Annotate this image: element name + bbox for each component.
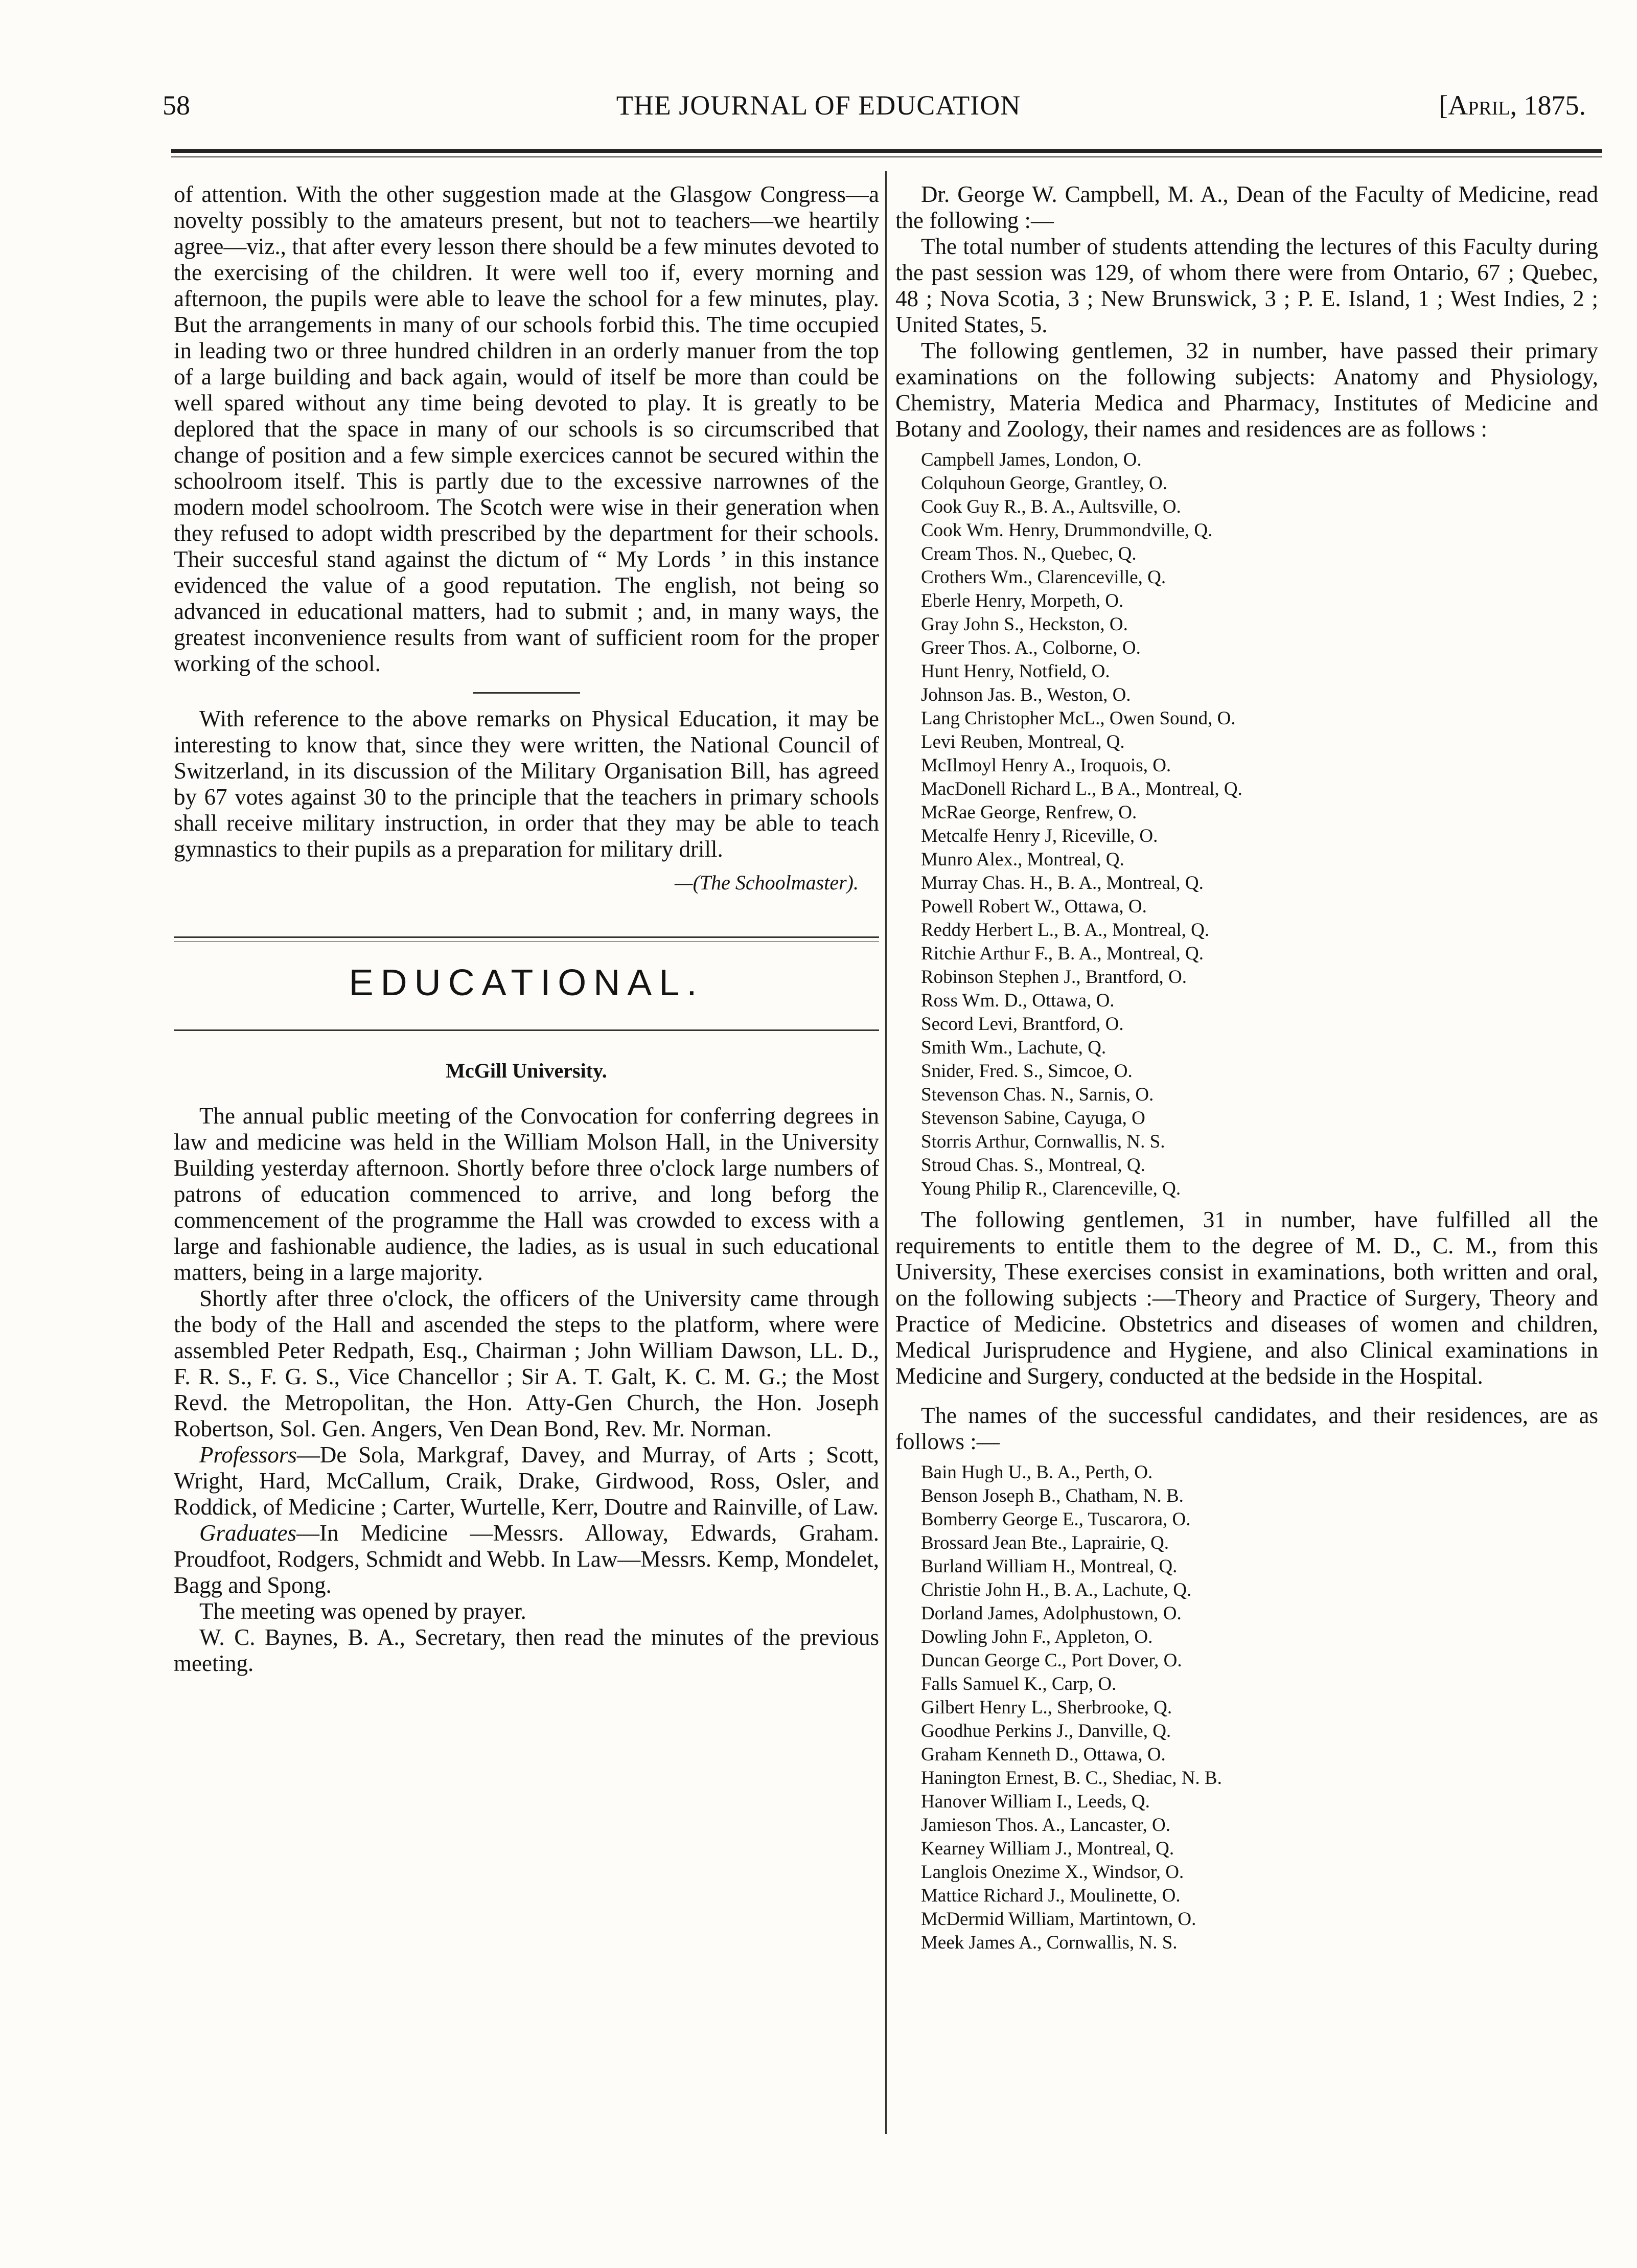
list-item: McDermid William, Martintown, O.	[921, 1909, 1196, 1930]
list-item: Hanover William I., Leeds, Q.	[921, 1791, 1150, 1812]
left-column	[174, 181, 879, 1677]
professors-text: —De Sola, Markgraf, Davey, and Murray, of Arts ; Scott, Wright, Hard, McCallum, Craik, Drake, Girdwood, Ross, Osler, and Roddick, of Medicine ; Carter, Wurtelle, Kerr, Doutre and Rainville, of Law.	[174, 1442, 879, 1520]
list-item: Campbell James, London, O.	[921, 449, 1142, 470]
list-item: Smith Wm., Lachute, Q.	[921, 1037, 1106, 1058]
list-item: McRae George, Renfrew, O.	[921, 802, 1137, 823]
paragraph-students: The total number of students attending the lectures of this Faculty during the past session was 129, of whom there were from Ontario, 67 ; Quebec, 48 ; Nova Scotia, 3 ; New Brunswick, 3 ; P. E. Island, 1 ; West Indies, 2 ; United States, 5.	[895, 234, 1598, 337]
primary-names-list	[921, 448, 1598, 1201]
list-item: Meek James A., Cornwallis, N. S.	[921, 1932, 1178, 1953]
short-divider	[473, 692, 580, 694]
list-item: Munro Alex., Montreal, Q.	[921, 849, 1124, 870]
paragraph-minutes: W. C. Baynes, B. A., Secretary, then read the minutes of the previous meeting.	[174, 1624, 879, 1676]
list-item: McIlmoyl Henry A., Iroquois, O.	[921, 755, 1171, 776]
section-rule-bottom	[174, 1029, 879, 1031]
list-item: Lang Christopher McL., Owen Sound, O.	[921, 708, 1236, 729]
list-item: Murray Chas. H., B. A., Montreal, Q.	[921, 873, 1204, 894]
list-item: Goodhue Perkins J., Danville, Q.	[921, 1721, 1171, 1742]
list-item: Langlois Onezime X., Windsor, O.	[921, 1862, 1184, 1883]
degree-names-list	[921, 1461, 1598, 1955]
list-item: Cook Guy R., B. A., Aultsville, O.	[921, 496, 1181, 517]
paragraph-candidates: The names of the successful candidates, and their residences, are as follows :—	[895, 1403, 1598, 1454]
list-item: Storris Arthur, Cornwallis, N. S.	[921, 1131, 1165, 1152]
paragraph-primary-exams: The following gentlemen, 32 in number, have passed their primary examinations on the following subjects: Anatomy and Physiology, Chemistry, Materia Medica and Pharmacy, Institutes of Medicine and Botany and Zoology, their names and residences are as follows :	[895, 338, 1598, 442]
paragraph-officers: Shortly after three o'clock, the officers of the University came through the body of the Hall and ascended the steps to the platform, where were assembled Peter Redpath, Esq., Chairman ; John William Dawson, LL. D., F. R. S., F. G. S., Vice Chancellor ; Sir A. T. Galt, K. C. M. G.; the Most Revd. the Metropolitan, the Hon. Atty-Gen Church, the Hon. Joseph Robertson, Sol. Gen. Angers, Ven Dean Bond, Rev. Mr. Norman.	[174, 1286, 879, 1441]
list-item: Johnson Jas. B., Weston, O.	[921, 684, 1131, 705]
list-item: Graham Kenneth D., Ottawa, O.	[921, 1744, 1166, 1765]
list-item: Hanington Ernest, B. C., Shediac, N. B.	[921, 1768, 1222, 1789]
list-item: Ritchie Arthur F., B. A., Montreal, Q.	[921, 943, 1204, 964]
attribution: —(The Schoolmaster).	[675, 871, 859, 894]
issue-date: [April, 1875.	[1439, 90, 1586, 121]
list-item: Eberle Henry, Morpeth, O.	[921, 590, 1124, 611]
page-header	[0, 89, 1637, 130]
list-item: Secord Levi, Brantford, O.	[921, 1014, 1124, 1035]
list-item: Reddy Herbert L., B. A., Montreal, Q.	[921, 920, 1210, 941]
graduates-text: —In Medicine —Messrs. Alloway, Edwards, Graham. Proudfoot, Rodgers, Schmidt and Webb. In Law—Messrs. Kemp, Mondelet, Bagg and Spong.	[174, 1520, 879, 1598]
graduates-lead: Graduates	[199, 1520, 296, 1546]
paragraph-professors	[174, 1442, 879, 1520]
list-item: Jamieson Thos. A., Lancaster, O.	[921, 1815, 1170, 1836]
list-item: Mattice Richard J., Moulinette, O.	[921, 1885, 1181, 1906]
list-item: Metcalfe Henry J, Riceville, O.	[921, 826, 1158, 846]
list-item: Stevenson Chas. N., Sarnis, O.	[921, 1084, 1154, 1105]
list-item: Crothers Wm., Clarenceville, Q.	[921, 567, 1166, 588]
list-item: Stroud Chas. S., Montreal, Q.	[921, 1155, 1145, 1176]
list-item: Falls Samuel K., Carp, O.	[921, 1674, 1117, 1694]
paragraph-attention: of attention. With the other suggestion made at the Glasgow Congress—a novelty possibly to the amateurs present, but not to teachers—we heartily agree—viz., that after every lesson there should be a few minutes devoted to the exercising of the children. It were well too if, every morning and afternoon, the pupils were able to leave the school for a few minutes, play. But the arrangements in many of our schools forbid this. The time occupied in leading two or three hundred children in an orderly manuer from the top of a large building and back again, would of itself be more than could be well spared without any time being devoted to play. It is greatly to be deplored that the space in many of our schools is so circumscribed that change of position and a few simple exercices cannot be secured within the schoolroom itself. This is partly due to the excessive narrownes of the modern model schoolroom. The Scotch were wise in their generation when they refused to adopt width prescribed by the department for their schools. Their succesful stand against the dictum of “ My Lords ’ in this instance evidenced the value of a good reputation. The english, not being so advanced in educational matters, had to submit ; and, in many ways, the greatest inconvenience results from want of sufficient room for the proper working of the school.	[174, 181, 879, 676]
list-item: Hunt Henry, Notfield, O.	[921, 661, 1110, 682]
paragraph-degree: The following gentlemen, 31 in number, have fulfilled all the requirements to entitle them to the degree of M. D., C. M., from this University, These exercises consist in examinations, both written and oral, on the following subjects :—Theory and Practice of Surgery, Theory and Practice of Medicine. Obstetrics and diseases of women and children, Medical Jurisprudence and Hygiene, and also Clinical examinations in Medicine and Surgery, conducted at the bedside in the Hospital.	[895, 1207, 1598, 1389]
spacer	[895, 1389, 1598, 1403]
list-item: Gilbert Henry L., Sherbrooke, Q.	[921, 1697, 1172, 1718]
list-item: Robinson Stephen J., Brantford, O.	[921, 967, 1187, 988]
list-item: Levi Reuben, Montreal, Q.	[921, 731, 1125, 752]
paragraph-switzerland: With reference to the above remarks on Physical Education, it may be interesting to know that, since they were written, the National Council of Switzerland, in its discussion of the Military Organisation Bill, has agreed by 67 votes against 30 to the principle that the teachers in primary schools shall receive military instruction, in order that they may be able to teach gymnastics to their pupils as a preparation for military drill.	[174, 706, 879, 862]
list-item: Burland William H., Montreal, Q.	[921, 1556, 1178, 1577]
list-item: Stevenson Sabine, Cayuga, O	[921, 1108, 1145, 1129]
section-title: EDUCATIONAL.	[349, 963, 704, 1003]
list-item: Dowling John F., Appleton, O.	[921, 1626, 1153, 1647]
header-rule-thin	[171, 156, 1602, 157]
list-item: Ross Wm. D., Ottawa, O.	[921, 990, 1115, 1011]
header-rule	[171, 149, 1602, 153]
list-item: Bomberry George E., Tuscarora, O.	[921, 1509, 1191, 1530]
list-item: Powell Robert W., Ottawa, O.	[921, 896, 1147, 917]
section-rule-top	[174, 936, 879, 938]
list-item: Colquhoun George, Grantley, O.	[921, 473, 1167, 494]
page-number: 58	[163, 90, 190, 121]
paragraph-graduates	[174, 1520, 879, 1598]
list-item: Cream Thos. N., Quebec, Q.	[921, 543, 1137, 564]
list-item: Duncan George C., Port Dover, O.	[921, 1650, 1182, 1671]
list-item: Dorland James, Adolphustown, O.	[921, 1603, 1182, 1624]
article-heading: McGill University.	[446, 1059, 607, 1082]
list-item: Cook Wm. Henry, Drummondville, Q.	[921, 520, 1213, 541]
list-item: Greer Thos. A., Colborne, O.	[921, 637, 1141, 658]
professors-lead: Professors	[199, 1442, 297, 1468]
list-item: Brossard Jean Bte., Laprairie, Q.	[921, 1532, 1169, 1553]
list-item: Christie John H., B. A., Lachute, Q.	[921, 1579, 1192, 1600]
paragraph-dean: Dr. George W. Campbell, M. A., Dean of the Faculty of Medicine, read the following :—	[895, 181, 1598, 233]
section-rule-top-thin	[174, 941, 879, 942]
list-item: Kearney William J., Montreal, Q.	[921, 1838, 1174, 1859]
list-item: Bain Hugh U., B. A., Perth, O.	[921, 1462, 1153, 1483]
column-divider	[885, 171, 887, 2134]
right-column	[895, 181, 1598, 1961]
list-item: Gray John S., Heckston, O.	[921, 614, 1128, 635]
list-item: Snider, Fred. S., Simcoe, O.	[921, 1061, 1133, 1082]
journal-title: THE JOURNAL OF EDUCATION	[616, 90, 1021, 121]
list-item: Benson Joseph B., Chatham, N. B.	[921, 1485, 1184, 1506]
paragraph-convocation: The annual public meeting of the Convocation for conferring degrees in law and medicine was held in the William Molson Hall, in the University Building yesterday afternoon. Shortly before three o'clock large numbers of patrons of education commenced to arrive, and long beforg the commencement of the programme the Hall was crowded to excess with a large and fashionable audience, the ladies, as is usual in such educational matters, being in a large majority.	[174, 1103, 879, 1285]
paragraph-prayer: The meeting was opened by prayer.	[199, 1598, 526, 1624]
list-item: MacDonell Richard L., B A., Montreal, Q.	[921, 778, 1242, 799]
list-item: Young Philip R., Clarenceville, Q.	[921, 1178, 1181, 1199]
